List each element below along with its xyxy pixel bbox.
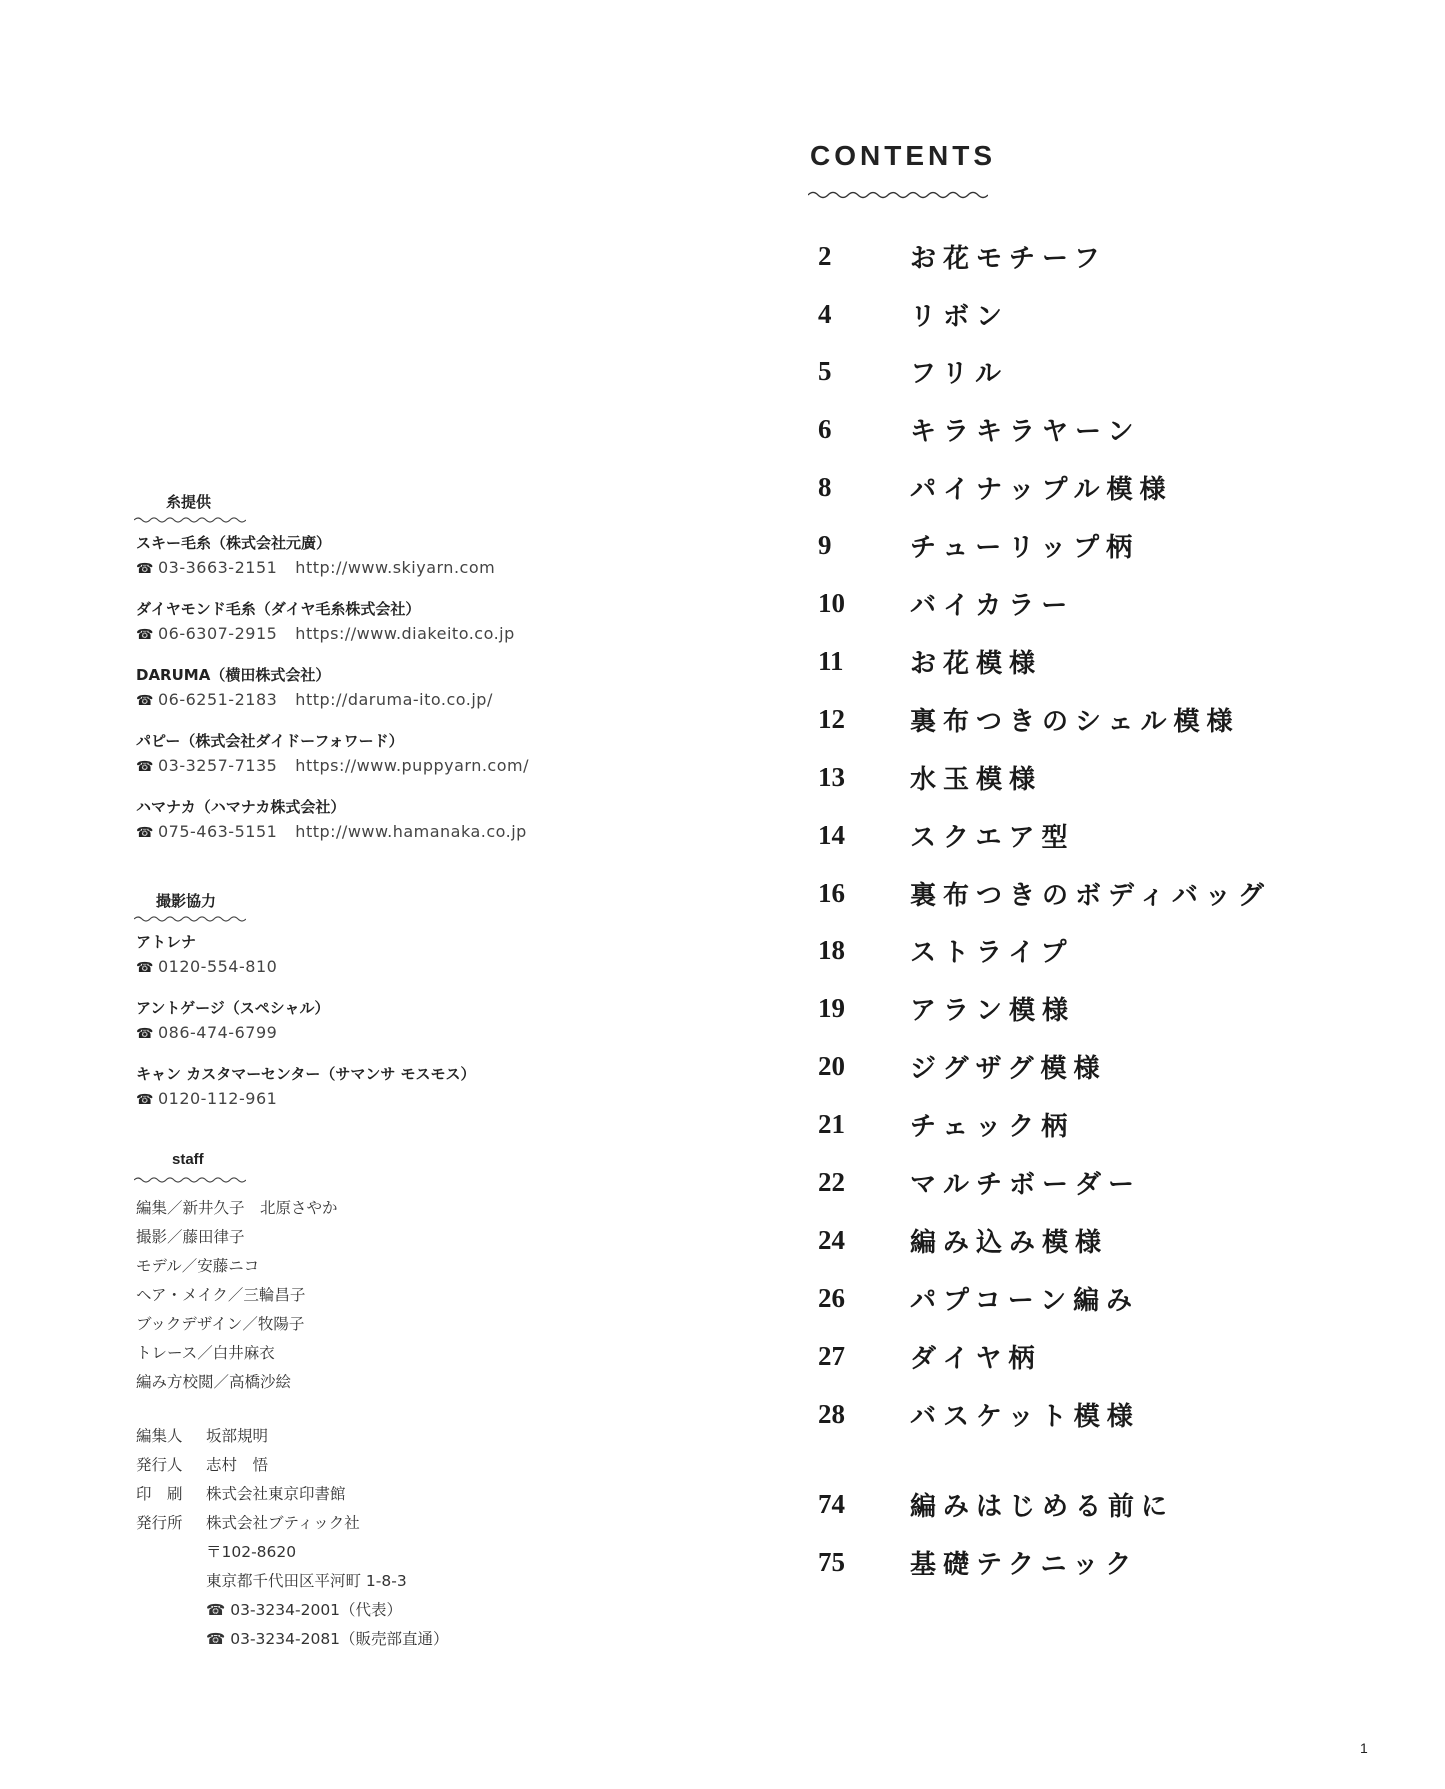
publisher-label: 印 刷 xyxy=(136,1485,183,1503)
publisher-row xyxy=(136,1511,360,1533)
toc-page-number: 24 xyxy=(818,1224,845,1255)
phone-number: 0120-112-961 xyxy=(157,1089,278,1108)
phone-icon: ☎ xyxy=(136,627,154,643)
toc-page-number: 13 xyxy=(818,761,845,792)
toc-title: アラン模様 xyxy=(910,995,1076,1026)
toc-title: 編みはじめる前に xyxy=(910,1491,1175,1522)
staff-wave-divider xyxy=(134,1176,246,1184)
toc-page-number: 6 xyxy=(818,413,832,444)
staff-heading: staff xyxy=(172,1151,204,1168)
toc-page-number: 9 xyxy=(818,529,832,560)
toc-page-number: 74 xyxy=(818,1488,845,1519)
toc-item xyxy=(810,1542,1138,1582)
toc-item xyxy=(810,1394,1140,1434)
toc-item xyxy=(810,988,1075,1028)
toc-item xyxy=(810,873,1271,913)
toc-title: ストライプ xyxy=(910,937,1074,968)
toc-item xyxy=(810,815,1074,855)
photo-company-contact xyxy=(136,1089,277,1108)
publisher-value: 株式会社ブティック社 xyxy=(206,1514,360,1532)
toc-item xyxy=(810,351,1008,391)
staff-credit: トレース／白井麻衣 xyxy=(136,1344,275,1362)
toc-title: ダイヤ柄 xyxy=(910,1343,1042,1374)
toc-title: 裏布つきのボディバッグ xyxy=(910,880,1271,911)
toc-title: 基礎テクニック xyxy=(910,1549,1139,1580)
staff-credit: 編み方校閲／高橋沙絵 xyxy=(136,1373,292,1391)
toc-page-number: 8 xyxy=(818,471,832,502)
toc-page-number: 21 xyxy=(818,1108,845,1139)
phone-icon: ☎ xyxy=(136,1026,154,1042)
toc-page-number: 2 xyxy=(818,240,832,271)
toc-title: ジグザグ模様 xyxy=(910,1053,1107,1084)
toc-item xyxy=(810,930,1073,970)
photo-company-name: キャン カスタマーセンター（サマンサ モスモス） xyxy=(136,1065,476,1083)
toc-title: リボン xyxy=(910,301,1010,332)
photo-company-name: アトレナ xyxy=(136,933,197,951)
toc-item xyxy=(810,236,1107,276)
website-url: http://daruma-ito.co.jp/ xyxy=(295,690,493,709)
yarn-company-contact xyxy=(136,756,529,775)
contents-title: CONTENTS xyxy=(810,140,996,171)
phone-number: 06-6307-2915 xyxy=(157,624,278,643)
phone-number: 0120-554-810 xyxy=(157,957,278,976)
contents-wave-divider xyxy=(808,190,988,200)
toc-item xyxy=(810,757,1042,797)
publisher-label: 編集人 xyxy=(136,1427,183,1445)
phone-number: 03-3257-7135 xyxy=(157,756,278,775)
photo-company-contact xyxy=(136,1023,277,1042)
toc-title: お花模様 xyxy=(910,648,1043,679)
phone-icon: ☎ xyxy=(136,693,154,709)
toc-page-number: 12 xyxy=(818,703,845,734)
phone-icon: ☎ xyxy=(136,759,154,775)
staff-credit: 編集／新井久子 北原さやか xyxy=(136,1199,338,1217)
publisher-address-line: ☎ 03-3234-2001（代表） xyxy=(206,1601,403,1619)
yarn-company-contact xyxy=(136,624,515,643)
toc-page-number: 4 xyxy=(818,298,832,329)
staff-credit: ヘア・メイク／三輪昌子 xyxy=(136,1286,306,1304)
toc-page-number: 14 xyxy=(818,819,845,850)
publisher-row xyxy=(136,1424,268,1446)
toc-item xyxy=(810,1220,1108,1260)
toc-page-number: 28 xyxy=(818,1398,845,1429)
photo-wave-divider xyxy=(134,915,246,923)
toc-title: バスケット模様 xyxy=(910,1401,1140,1432)
toc-item xyxy=(810,294,1009,334)
toc-page-number: 10 xyxy=(818,587,845,618)
toc-item xyxy=(810,409,1140,449)
photo-heading: 撮影協力 xyxy=(156,892,217,910)
toc-title: 水玉模様 xyxy=(910,764,1043,795)
yarn-company-contact xyxy=(136,822,527,841)
toc-page-number: 19 xyxy=(818,992,845,1023)
phone-icon: ☎ xyxy=(136,960,154,976)
toc-title: バイカラー xyxy=(910,590,1075,621)
toc-page-number: 22 xyxy=(818,1166,845,1197)
toc-item xyxy=(810,1162,1141,1202)
toc-page-number: 18 xyxy=(818,934,845,965)
yarn-heading: 糸提供 xyxy=(166,493,212,511)
toc-item xyxy=(810,467,1172,507)
publisher-value: 坂部規明 xyxy=(206,1427,269,1445)
publisher-value: 志村 悟 xyxy=(206,1456,269,1474)
phone-icon: ☎ xyxy=(136,1092,154,1108)
publisher-address-line: 〒102-8620 xyxy=(206,1543,297,1561)
yarn-company-name: ダイヤモンド毛糸（ダイヤ毛糸株式会社） xyxy=(136,600,421,618)
toc-page-number: 5 xyxy=(818,355,832,386)
toc-item xyxy=(810,1336,1041,1376)
phone-icon: ☎ xyxy=(136,825,154,841)
page-number: 1 xyxy=(1360,1740,1368,1756)
toc-title: パプコーン編み xyxy=(910,1285,1140,1316)
website-url: http://www.hamanaka.co.jp xyxy=(295,822,527,841)
toc-title: パイナップル模様 xyxy=(910,474,1173,505)
staff-credit: ブックデザイン／牧陽子 xyxy=(136,1315,305,1333)
toc-page-number: 27 xyxy=(818,1340,845,1371)
staff-credit: 撮影／藤田律子 xyxy=(136,1228,245,1246)
toc-page-number: 11 xyxy=(818,645,844,676)
toc-title: 編み込み模様 xyxy=(910,1227,1109,1258)
yarn-company-name: ハマナカ（ハマナカ株式会社） xyxy=(136,798,346,816)
website-url: https://www.diakeito.co.jp xyxy=(295,624,515,643)
publisher-row xyxy=(136,1453,268,1475)
toc-title: フリル xyxy=(910,358,1008,389)
yarn-company-name: スキー毛糸（株式会社元廣） xyxy=(136,534,332,552)
toc-page-number: 20 xyxy=(818,1050,845,1081)
phone-number: 075-463-5151 xyxy=(157,822,278,841)
publisher-row xyxy=(136,1482,346,1504)
photo-company-name: アントゲージ（スペシャル） xyxy=(136,999,330,1017)
toc-item xyxy=(810,525,1139,565)
toc-item xyxy=(810,699,1239,739)
toc-item xyxy=(810,583,1074,623)
toc-item xyxy=(810,1046,1106,1086)
toc-title: チューリップ柄 xyxy=(910,532,1140,563)
toc-title: チェック柄 xyxy=(910,1111,1075,1142)
phone-number: 06-6251-2183 xyxy=(157,690,278,709)
yarn-company-name: パピー（株式会社ダイドーフォワード） xyxy=(136,732,404,750)
toc-item xyxy=(810,1278,1139,1318)
toc-page-number: 16 xyxy=(818,877,845,908)
website-url: http://www.skiyarn.com xyxy=(295,558,496,577)
publisher-address-line: ☎ 03-3234-2081（販売部直通） xyxy=(206,1630,449,1648)
toc-title: 裏布つきのシェル模様 xyxy=(910,706,1240,737)
yarn-company-contact xyxy=(136,558,495,577)
toc-page-number: 26 xyxy=(818,1282,845,1313)
toc-item xyxy=(810,1104,1074,1144)
toc-item xyxy=(810,641,1042,681)
photo-company-contact xyxy=(136,957,277,976)
toc-item xyxy=(810,1484,1174,1524)
toc-title: マルチボーダー xyxy=(910,1169,1142,1200)
yarn-company-contact xyxy=(136,690,493,709)
yarn-company-name: DARUMA（横田株式会社） xyxy=(136,666,331,684)
staff-credit: モデル／安藤ニコ xyxy=(136,1257,260,1275)
publisher-address-line: 東京都千代田区平河町 1-8-3 xyxy=(206,1572,407,1590)
yarn-wave-divider xyxy=(134,516,246,524)
toc-title: お花モチーフ xyxy=(910,243,1107,274)
phone-number: 086-474-6799 xyxy=(157,1023,278,1042)
toc-title: スクエア型 xyxy=(910,822,1075,853)
phone-icon: ☎ xyxy=(136,561,154,577)
publisher-label: 発行人 xyxy=(136,1456,183,1474)
toc-title: キラキラヤーン xyxy=(910,416,1141,447)
website-url: https://www.puppyarn.com/ xyxy=(295,756,529,775)
publisher-value: 株式会社東京印書館 xyxy=(206,1485,346,1503)
toc-page-number: 75 xyxy=(818,1546,845,1577)
publisher-label: 発行所 xyxy=(136,1514,183,1532)
phone-number: 03-3663-2151 xyxy=(157,558,278,577)
